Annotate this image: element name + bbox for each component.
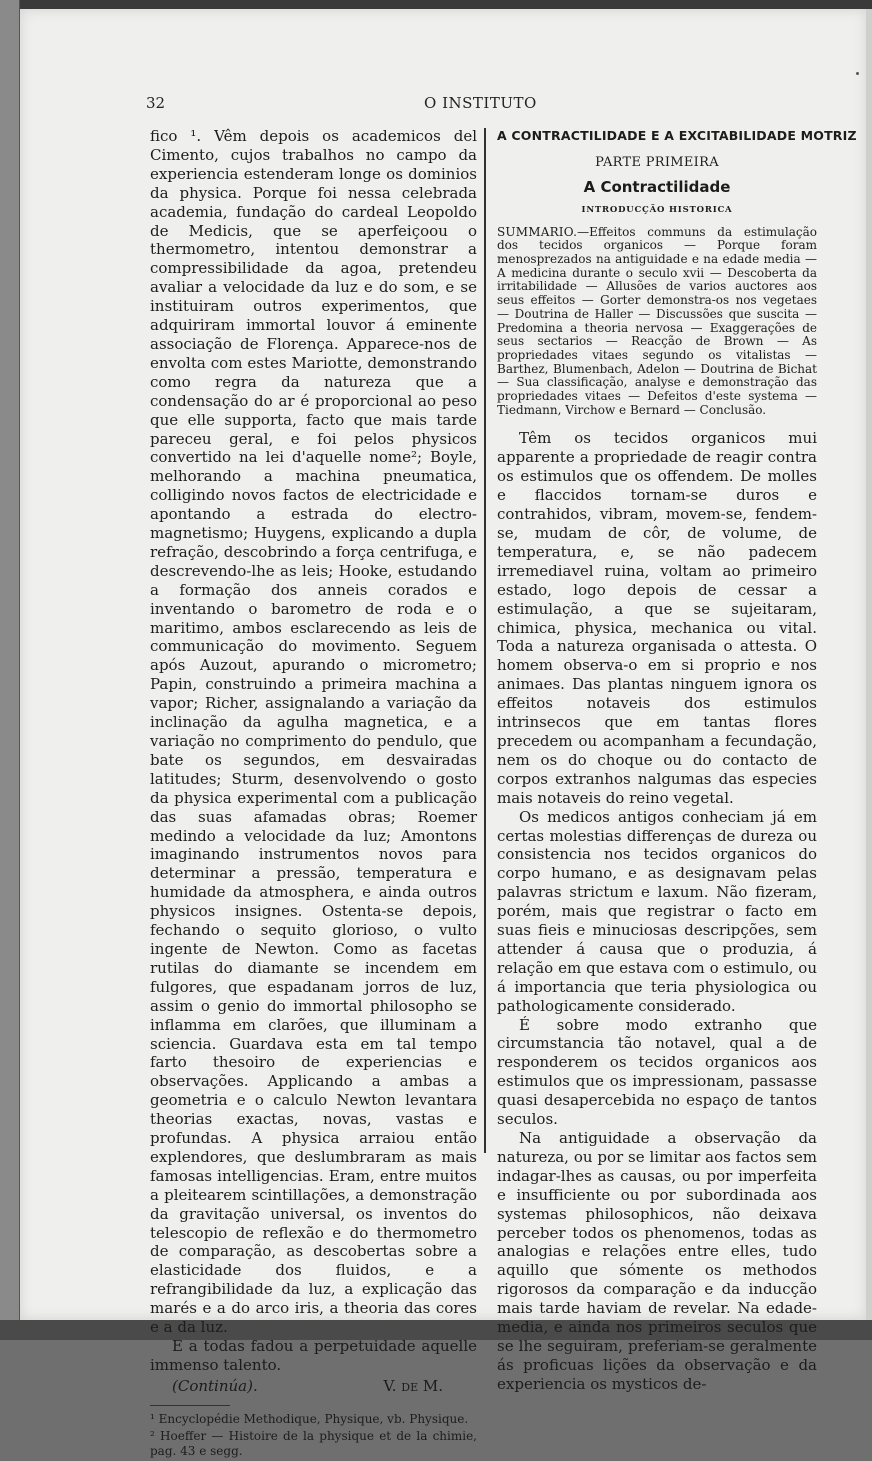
scan-right-edge — [866, 9, 872, 1320]
right-paragraph: Têm os tecidos organicos mui apparente a propriedade de reagir contra os estimulos que os offendem. De molles e flaccidos tornam-se duros e contrahidos, vibram, movem-se, fendem-se, mudam de côr, de volume, de temperatura, e, se não padecem irremediavel ruina, voltam ao primeiro estado, logo depois de cessar a estimulação, a que se sujeitaram, chimica, physica, mechanica ou vital. Toda a natureza organisada o attesta. O homem observa-o em si proprio e nos animaes. Das plantas ninguem ignora os effeitos notaveis dos estimulos intrinsecos que em tantas flores precedem ou acompanham a fecundação, nem os do choque ou do contacto de corpos extranhos nalgumas das especies mais notaveis do reino vegetal. — [497, 429, 817, 807]
summary-label: SUMMARIO. — [497, 224, 578, 239]
footnotes — [150, 1412, 477, 1459]
column-divider — [484, 128, 486, 1153]
summary-text: —Effeitos communs da estimulação dos tecidos organicos — Porque foram menosprezados na antiguidade e na edade media — A medicina durante o seculo xvii — Descoberta da irritabilidade — Allusões de varios auctores aos seus effeitos — Gorter demonstra-os nos vegetaes — Doutrina de Haller — Discussões que suscita — Predomina a theoria nervosa — Exaggerações de seus sectarios — Reacção de Brown — As propriedades vitaes segundo os vitalistas — Barthez, Blumenbach, Adelon — Doutrina de Bichat — Sua classificação, analyse e demonstração das propriedades vitaes — Defeitos d'este systema — Tiedmann, Virchow e Bernard — Conclusão. — [497, 224, 817, 417]
section-title: A CONTRACTILIDADE E A EXCITABILIDADE MOTRIZ — [497, 128, 857, 143]
page-number: 32 — [146, 94, 166, 112]
left-paragraph: E a todas fadou a perpetuidade aquelle immenso talento. — [150, 1337, 477, 1374]
right-column — [497, 127, 857, 1394]
footnote: ² Hoeffer — Histoire de la physique et de la chimie, pag. 43 e segg. — [150, 1428, 477, 1458]
footnote-rule — [150, 1405, 230, 1406]
chapter-title: A Contractilidade — [583, 177, 731, 196]
right-paragraph: É sobre modo extranho que circumstancia tão notavel, qual a de responderem os tecidos organicos aos estimulos que os impressionam, passasse quasi desapercebida no espaço de tantos seculos. — [497, 1015, 817, 1129]
intro-label: INTRODUCÇÃO HISTORICA — [581, 204, 733, 215]
journal-title: O INSTITUTO — [424, 94, 537, 112]
continua-note: (Continúa). — [172, 1376, 258, 1395]
left-column — [150, 127, 477, 1461]
author-signature: V. de M. — [383, 1376, 443, 1395]
right-paragraph: Os medicos antigos conheciam já em certas molestias differenças de dureza ou consistencia nos tecidos organicos do corpo humano, e as designavam pelas palavras strictum e laxum. Não fizeram, porém, mais que registrar o facto em suas fieis e minuciosas descripções, sem attender á causa que o produzia, á relação em que estava com o estimulo, ou á importancia que teria physiologica ou pathologicamente considerado. — [497, 807, 817, 1015]
right-paragraph: Na antiguidade a observação da natureza, ou por se limitar aos factos sem indagar-lhes as causas, ou por imperfeita e insufficiente ou por subordinada aos systemas philosophicos, não deixava perceber todos os phenomenos, todas as analogias e relações entre elles, tudo aquillo que sómente os methodos rigorosos da comparação e da inducção mais tarde haviam de revelar. Na edade-media, e ainda nos primeiros seculos que se lhe seguiram, preferiam-se geralmente ás proficuas lições da observação e da experiencia os mysticos de- — [497, 1129, 817, 1393]
scan-top-edge — [0, 0, 872, 9]
part-title: PARTE PRIMEIRA — [595, 154, 719, 170]
article-closing — [150, 1377, 477, 1396]
speck-mark — [856, 72, 859, 75]
footnote: ¹ Encyclopédie Methodique, Physique, vb. Physique. — [150, 1411, 469, 1426]
left-paragraph: fico ¹. Vêm depois os academicos del Cimento, cujos trabalhos no campo da experiencia estenderam longe os dominios da physica. Porque foi nessa celebrada academia, fundação do cardeal Leopoldo de Medicis, que se aperfeiçoou o thermometro, intentou demonstrar a compressibilidade da agoa, pretendeu avaliar a velocidade da luz e do som, e se instituiram outros experimentos, que adquiriram immortal louvor á eminente associação de Florença. Apparece-nos de envolta com estes Mariotte, demonstrando como regra da natureza que a condensação do ar é proporcional ao peso que elle supporta, facto que mais tarde pareceu geral, e foi pelos physicos convertido na lei d'aquelle nome²; Boyle, melhorando a machina pneumatica, colligindo novos factos de electricidade e apontando a estrada do electro-magnetismo; Huygens, explicando a dupla refração, descobrindo a força centrifuga, e descrevendo-lhe as leis; Hooke, estudando a formação dos anneis corados e inventando o barometro de roda e o maritimo, ambos esclarecendo as leis de communicação do movimento. Seguem após Auzout, apurando o micrometro; Papin, construindo a primeira machina a vapor; Richer, assignalando a variação da inclinação da agulha magnetica, e a variação no comprimento do pendulo, que bate os segundos, em desvairadas latitudes; Sturm, desenvolvendo o gosto da physica experimental com a publicação das suas afamadas obras; Roemer medindo a velocidade da luz; Amontons imaginando instrumentos novos para determinar a pressão, temperatura e humidade da atmosphera, e ainda outros physicos insignes. Ostenta-se depois, fechando o sequito glorioso, o vulto ingente de Newton. Como as facetas rutilas do diamante se incendem em fulgores, que espadanam jorros de luz, assim o genio do immortal philosopho se inflamma em clarões, que illuminam a sciencia. Guardava esta em tal tempo farto thesoiro de experiencias e observações. Applicando a ambas a geometria e o calculo Newton levantara theorias exactas, novas, vastas e profundas. A physica arraiou então explendores, que deslumbraram as mais famosas intelligencias. Eram, entre muitos a pleitearem scintillações, a demonstração da gravitação universal, os inventos do telescopio de reflexão e do thermometro de comparação, as descobertas sobre a elasticidade dos fluidos, e a refrangibilidade da luz, a explicação das marés e a do arco iris, a theoria das cores e a da luz. — [150, 127, 477, 1337]
summary-block — [497, 226, 817, 418]
scan-left-edge — [0, 0, 20, 1340]
